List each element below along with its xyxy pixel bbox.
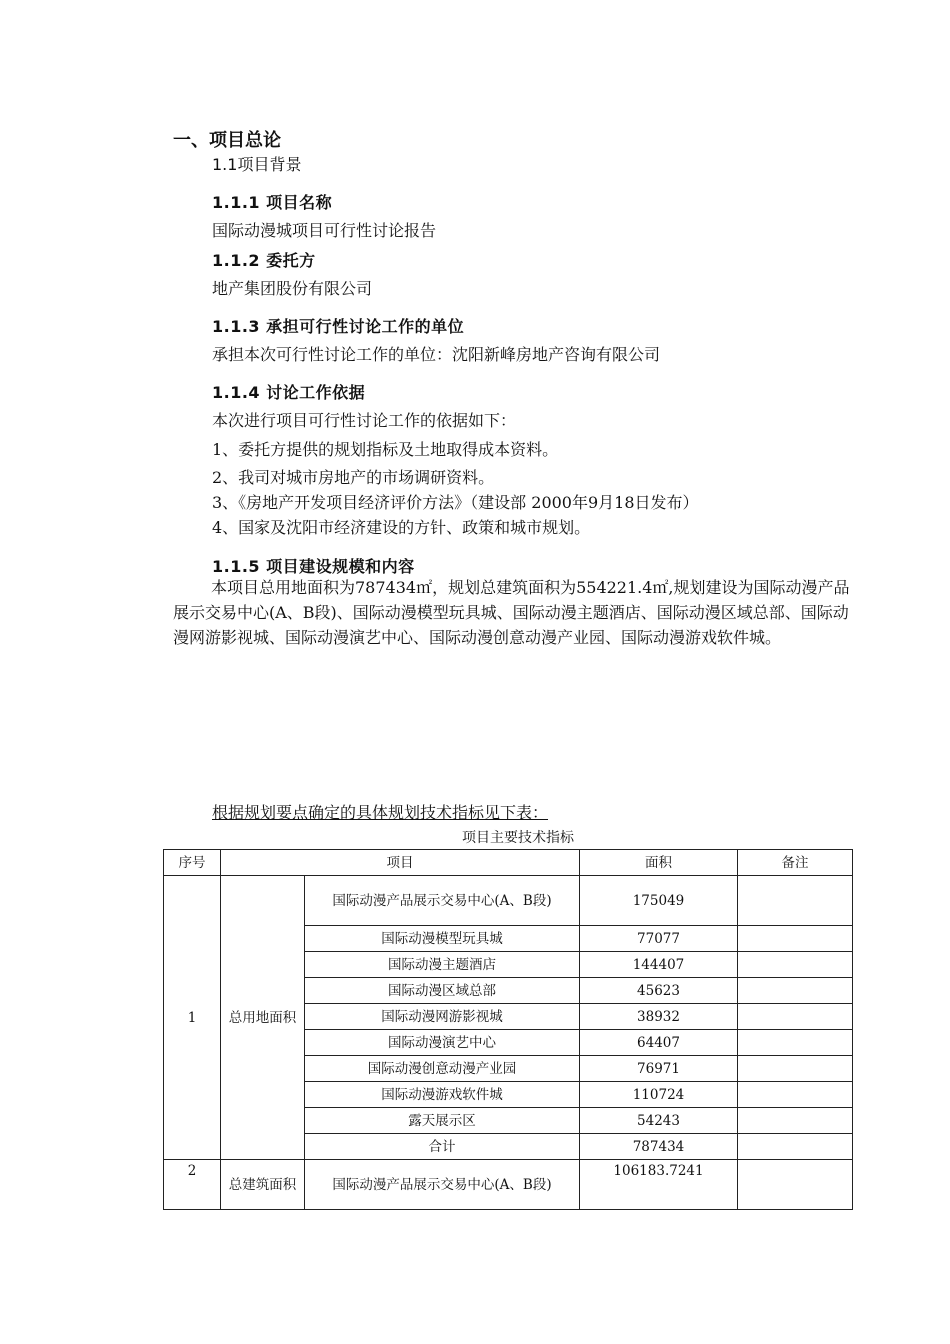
note-cell [738,1160,853,1210]
heading-contractor: 1.1.3 承担可行性讨论工作的单位 [212,317,465,336]
heading-scale: 1.1.5 项目建设规模和内容 [212,557,415,576]
note-cell [738,876,853,926]
table-caption: 项目主要技术指标 [462,830,574,846]
contractor-text: 承担本次可行性讨论工作的单位：沈阳新峰房地产咨询有限公司 [212,345,661,364]
group-number: 2 [164,1160,221,1210]
basis-line: 3、《房地产开发项目经济评价方法》（建设部 2000年9月18日发布） [212,493,699,512]
area-cell: 38932 [580,1004,738,1030]
area-cell: 175049 [580,876,738,926]
item-cell: 合计 [305,1134,580,1160]
header-area: 面积 [580,850,738,876]
note-cell [738,1056,853,1082]
basis-line: 1、委托方提供的规划指标及土地取得成本资料。 [212,440,559,459]
item-cell: 国际动漫产品展示交易中心(A、B段) [305,1160,580,1210]
header-item: 项目 [221,850,580,876]
note-cell [738,1004,853,1030]
area-cell: 54243 [580,1108,738,1134]
area-cell: 106183.7241 [580,1160,738,1210]
basis-line: 本次进行项目可行性讨论工作的依据如下： [212,411,517,430]
group-number: 1 [164,876,221,1160]
area-cell: 110724 [580,1082,738,1108]
item-cell: 国际动漫产品展示交易中心(A、B段) [305,876,580,926]
item-cell: 国际动漫创意动漫产业园 [305,1056,580,1082]
note-cell [738,978,853,1004]
group-label: 总用地面积 [221,876,305,1160]
group-label: 总建筑面积 [221,1160,305,1210]
area-cell: 77077 [580,926,738,952]
basis-line: 2、我司对城市房地产的市场调研资料。 [212,468,495,487]
scale-paragraph: 本项目总用地面积为787434㎡，规划总建筑面积为554221.4㎡,规划建设为国际动漫产品展示交易中心(A、B段)、国际动漫模型玩具城、国际动漫主题酒店、国际动漫区域总部、国际动漫网游影视城、国际动漫演艺中心、国际动漫创意动漫产业园、国际动漫游戏软件城。 [173,578,850,647]
item-cell: 国际动漫游戏软件城 [305,1082,580,1108]
note-cell [738,926,853,952]
subsection-title: 1.1项目背景 [212,155,302,174]
client-text: 地产集团股份有限公司 [212,279,373,298]
table-header-row [164,850,853,876]
note-cell [738,952,853,978]
table-row [164,876,853,926]
item-cell: 国际动漫区域总部 [305,978,580,1004]
basis-line: 4、国家及沈阳市经济建设的方针、政策和城市规划。 [212,518,591,537]
item-cell: 国际动漫主题酒店 [305,952,580,978]
item-cell: 国际动漫模型玩具城 [305,926,580,952]
heading-client: 1.1.2 委托方 [212,251,316,270]
table-row [164,1160,853,1210]
note-cell [738,1030,853,1056]
note-cell [738,1134,853,1160]
item-cell: 露天展示区 [305,1108,580,1134]
area-cell: 144407 [580,952,738,978]
item-cell: 国际动漫演艺中心 [305,1030,580,1056]
heading-basis: 1.1.4 讨论工作依据 [212,383,366,402]
section-title: 一、项目总论 [173,130,281,151]
project-name-text: 国际动漫城项目可行性讨论报告 [212,221,437,240]
area-cell: 787434 [580,1134,738,1160]
note-cell [738,1082,853,1108]
header-note: 备注 [738,850,853,876]
note-cell [738,1108,853,1134]
area-cell: 45623 [580,978,738,1004]
area-cell: 76971 [580,1056,738,1082]
table-intro: 根据规划要点确定的具体规划技术指标见下表： [212,803,549,822]
area-cell: 64407 [580,1030,738,1056]
technical-indicators-table [163,849,853,1210]
header-no: 序号 [164,850,221,876]
heading-project-name: 1.1.1 项目名称 [212,193,333,212]
item-cell: 国际动漫网游影视城 [305,1004,580,1030]
